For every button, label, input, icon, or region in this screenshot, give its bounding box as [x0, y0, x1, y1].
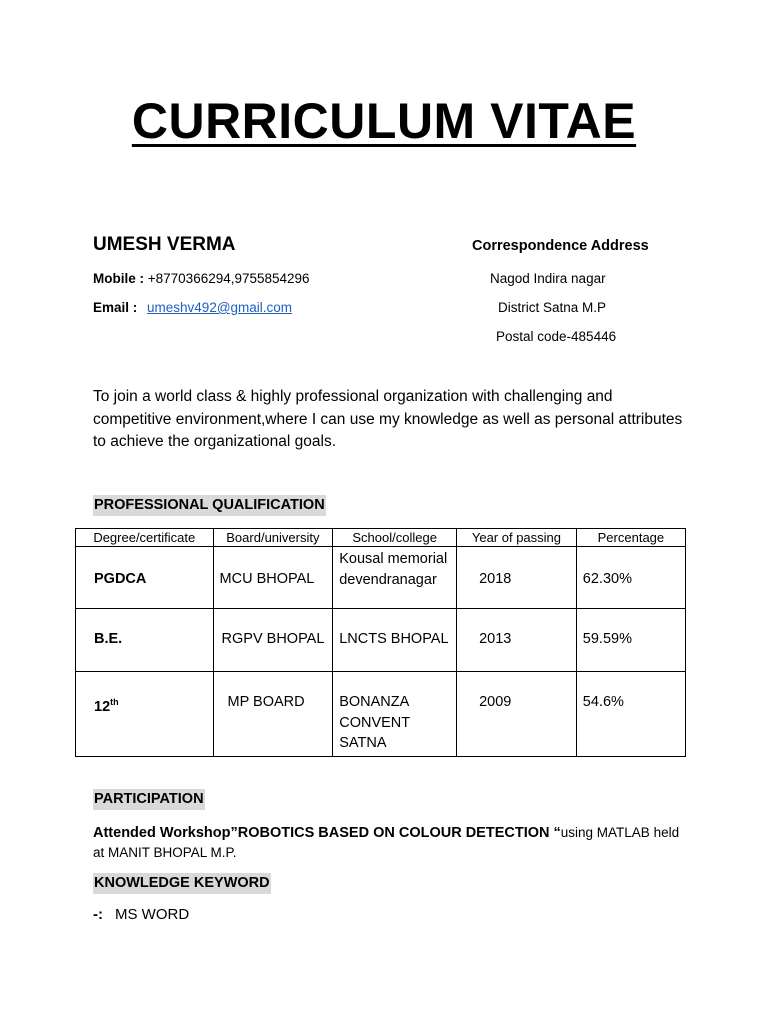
address-line-2: District Satna M.P — [498, 300, 607, 315]
year-cell: 2013 — [457, 609, 577, 672]
degree-superscript: th — [110, 697, 119, 707]
year-cell: 2018 — [457, 547, 577, 609]
participation-normal: using MATLAB held at MANIT BHOPAL M.P. — [93, 825, 680, 860]
address-heading: Correspondence Address — [472, 238, 649, 254]
section-heading-participation: PARTICIPATION — [93, 789, 205, 810]
mobile-value: +8770366294,9755854296 — [147, 271, 310, 286]
board-cell: MP BOARD — [213, 672, 333, 757]
degree-cell: PGDCA — [76, 547, 214, 609]
address-line-1: Nagod Indira nagar — [490, 271, 606, 286]
year-cell: 2009 — [457, 672, 577, 757]
section-heading-qualification: PROFESSIONAL QUALIFICATION — [93, 495, 326, 516]
column-header: Percentage — [576, 529, 685, 547]
table-row — [76, 672, 686, 757]
school-cell: BONANZA CONVENT SATNA — [333, 672, 457, 757]
email-line — [93, 300, 292, 315]
knowledge-item — [93, 906, 189, 923]
board-cell: RGPV BHOPAL — [213, 609, 333, 672]
section-heading-knowledge: KNOWLEDGE KEYWORD — [93, 873, 271, 894]
candidate-name: UMESH VERMA — [93, 234, 236, 255]
percentage-cell: 54.6% — [576, 672, 685, 757]
participation-text — [93, 823, 693, 863]
table-row — [76, 547, 686, 609]
column-header: School/college — [333, 529, 457, 547]
mobile-label: Mobile : — [93, 271, 144, 286]
email-label: Email : — [93, 300, 138, 315]
address-line-3: Postal code-485446 — [496, 329, 617, 344]
board-cell: MCU BHOPAL — [213, 547, 333, 609]
table-row — [76, 609, 686, 672]
percentage-cell: 59.59% — [576, 609, 685, 672]
participation-bold: Attended Workshop”ROBOTICS BASED ON COLOUR DETECTION “ — [93, 825, 561, 841]
school-cell: Kousal memorial devendranagar — [333, 547, 457, 609]
column-header: Board/university — [213, 529, 333, 547]
column-header: Degree/certificate — [76, 529, 214, 547]
degree-cell — [76, 672, 214, 757]
column-header: Year of passing — [457, 529, 577, 547]
document-title: CURRICULUM VITAE — [131, 93, 637, 149]
knowledge-value: MS WORD — [115, 906, 190, 923]
qualification-table — [75, 528, 686, 757]
degree-value: 12 — [94, 698, 111, 715]
mobile-line — [93, 271, 310, 286]
bullet-marker: -: — [93, 906, 103, 923]
email-link[interactable]: umeshv492@gmail.com — [147, 300, 293, 315]
school-cell: LNCTS BHOPAL — [333, 609, 457, 672]
degree-cell: B.E. — [76, 609, 214, 672]
percentage-cell: 62.30% — [576, 547, 685, 609]
career-objective: To join a world class & highly professional organization with challenging and competitive environment,where I can use my knowledge as well as personal attributes to achieve the organizational goals. — [93, 388, 683, 450]
table-header-row — [76, 529, 686, 547]
